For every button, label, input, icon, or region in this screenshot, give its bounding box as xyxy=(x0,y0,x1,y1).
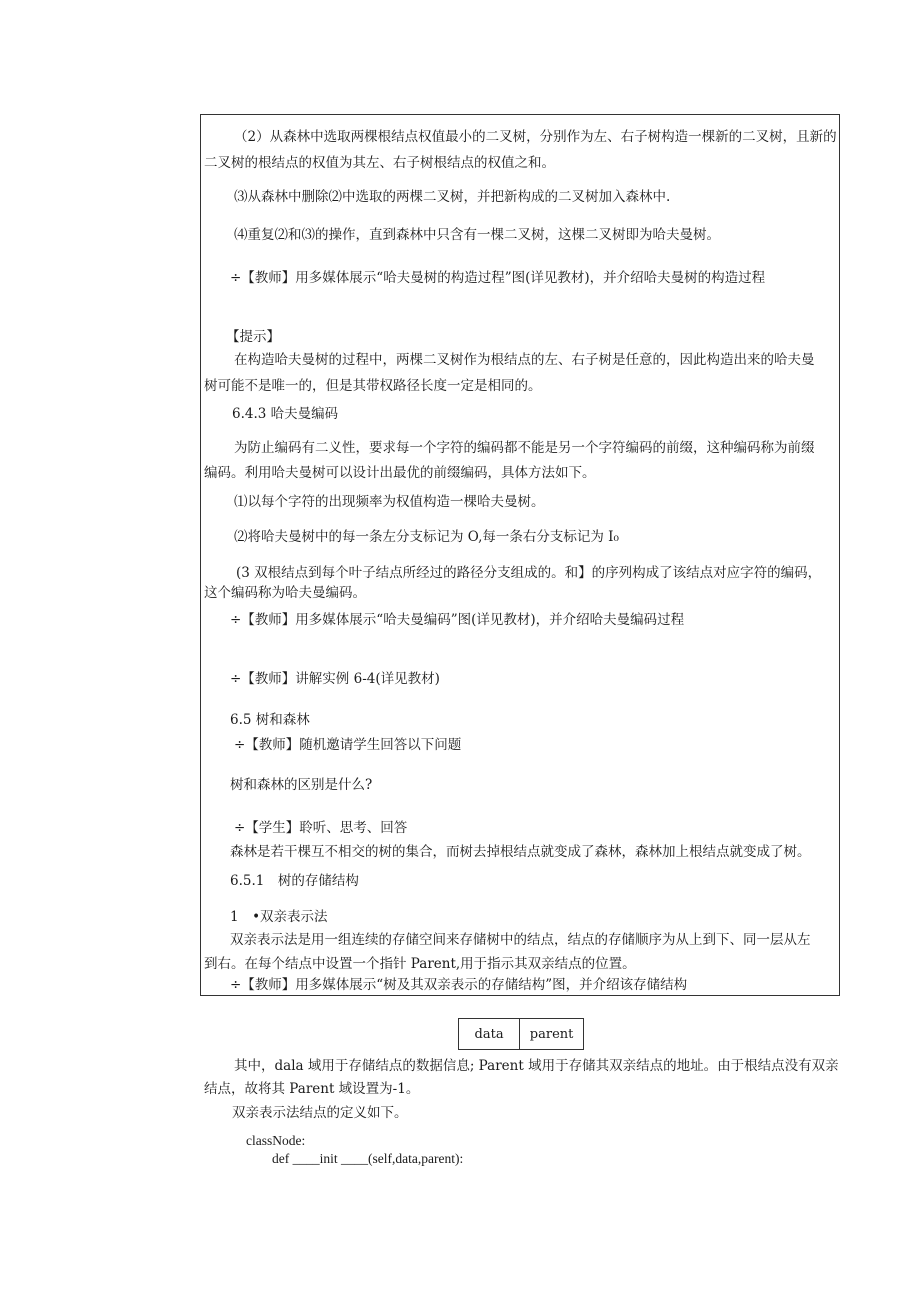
code-line: def ____init ____(self,data,parent): xyxy=(272,1151,464,1166)
text-line: 在构造哈夫曼树的过程中，两棵二叉树作为根结点的左、右子树是任意的，因此构造出来的哈夫曼 xyxy=(234,352,815,368)
hint-heading: 【提示】 xyxy=(226,329,280,345)
text-line: ⑴以每个字符的出现频率为权值构造一棵哈夫曼树。 xyxy=(234,494,545,510)
code-line: classNode: xyxy=(246,1133,306,1148)
text-line: ÷【教师】随机邀请学生回答以下问题 xyxy=(234,737,462,753)
text-line: （2）从森林中选取两棵根结点权值最小的二叉树，分别作为左、右子树构造一棵新的二叉树，且新的 xyxy=(234,129,837,145)
text-line: 双亲表示法结点的定义如下。 xyxy=(232,1105,408,1121)
text-line: 1 •双亲表示法 xyxy=(230,909,328,925)
text-line: 结点，故将其 Parent 域设置为-1。 xyxy=(204,1081,420,1097)
section-heading: 6.5.1 树的存储结构 xyxy=(230,873,359,889)
text-line: 到右。在每个结点中设置一个指针 Parent,用于指示其双亲结点的位置。 xyxy=(204,956,636,972)
text-line: 为防止编码有二义性，要求每一个字符的编码都不能是另一个字符编码的前缀，这种编码称为前缀 xyxy=(234,440,815,456)
text-line: ÷【教师】用多媒体展示“哈夫曼编码”图(详见教材)，并介绍哈夫曼编码过程 xyxy=(230,612,685,628)
table-cell-data: data xyxy=(459,1019,520,1050)
text-line: 双亲表示法是用一组连续的存储空间来存储树中的结点，结点的存储顺序为从上到下、同一层从左 xyxy=(230,932,811,948)
text-line: (3 双根结点到每个叶子结点所经过的路径分支组成的。和】的序列构成了该结点对应字符的编码， xyxy=(236,565,822,581)
text-line: 编码。利用哈夫曼树可以设计出最优的前缀编码，具体方法如下。 xyxy=(204,465,596,481)
text-line: ÷【学生】聆听、思考、回答 xyxy=(234,820,408,836)
section-heading: 6.5 树和森林 xyxy=(230,712,310,728)
text-line: 这个编码称为哈夫曼编码。 xyxy=(204,585,366,601)
text-line: ÷【教师】用多媒体展示“树及其双亲表示的存储结构”图，并介绍该存储结构 xyxy=(230,977,688,993)
node-structure-table xyxy=(458,1018,584,1050)
text-line: ÷【教师】讲解实例 6-4(详见教材) xyxy=(230,671,440,687)
text-line: ⑷重复⑵和⑶的操作，直到森林中只含有一棵二叉树，这棵二叉树即为哈夫曼树。 xyxy=(234,227,720,243)
section-heading: 6.4.3 哈夫曼编码 xyxy=(232,406,339,422)
text-line: 树可能不是唯一的，但是其带权路径长度一定是相同的。 xyxy=(204,378,542,394)
text-line: ⑶从森林中删除⑵中选取的两棵二叉树，并把新构成的二叉树加入森林中. xyxy=(234,189,671,205)
text-line: ÷【教师】用多媒体展示“哈夫曼树的构造过程”图(详见教材)，并介绍哈夫曼树的构造过程 xyxy=(230,270,766,286)
table-cell-parent: parent xyxy=(520,1019,584,1050)
text-line: 二叉树的根结点的权值为其左、右子树根结点的权值之和。 xyxy=(204,155,555,171)
text-line: 森林是若干棵互不相交的树的集合，而树去掉根结点就变成了森林，森林加上根结点就变成了树。 xyxy=(230,844,811,860)
text-line: ⑵将哈夫曼树中的每一条左分支标记为 O,每一条右分支标记为 I₀ xyxy=(234,529,619,545)
text-line: 树和森林的区别是什么? xyxy=(230,777,373,793)
text-line: 其中，dala 域用于存储结点的数据信息; Parent 域用于存储其双亲结点的地址。由于根结点没有双亲 xyxy=(234,1058,839,1074)
content-frame xyxy=(200,114,840,996)
